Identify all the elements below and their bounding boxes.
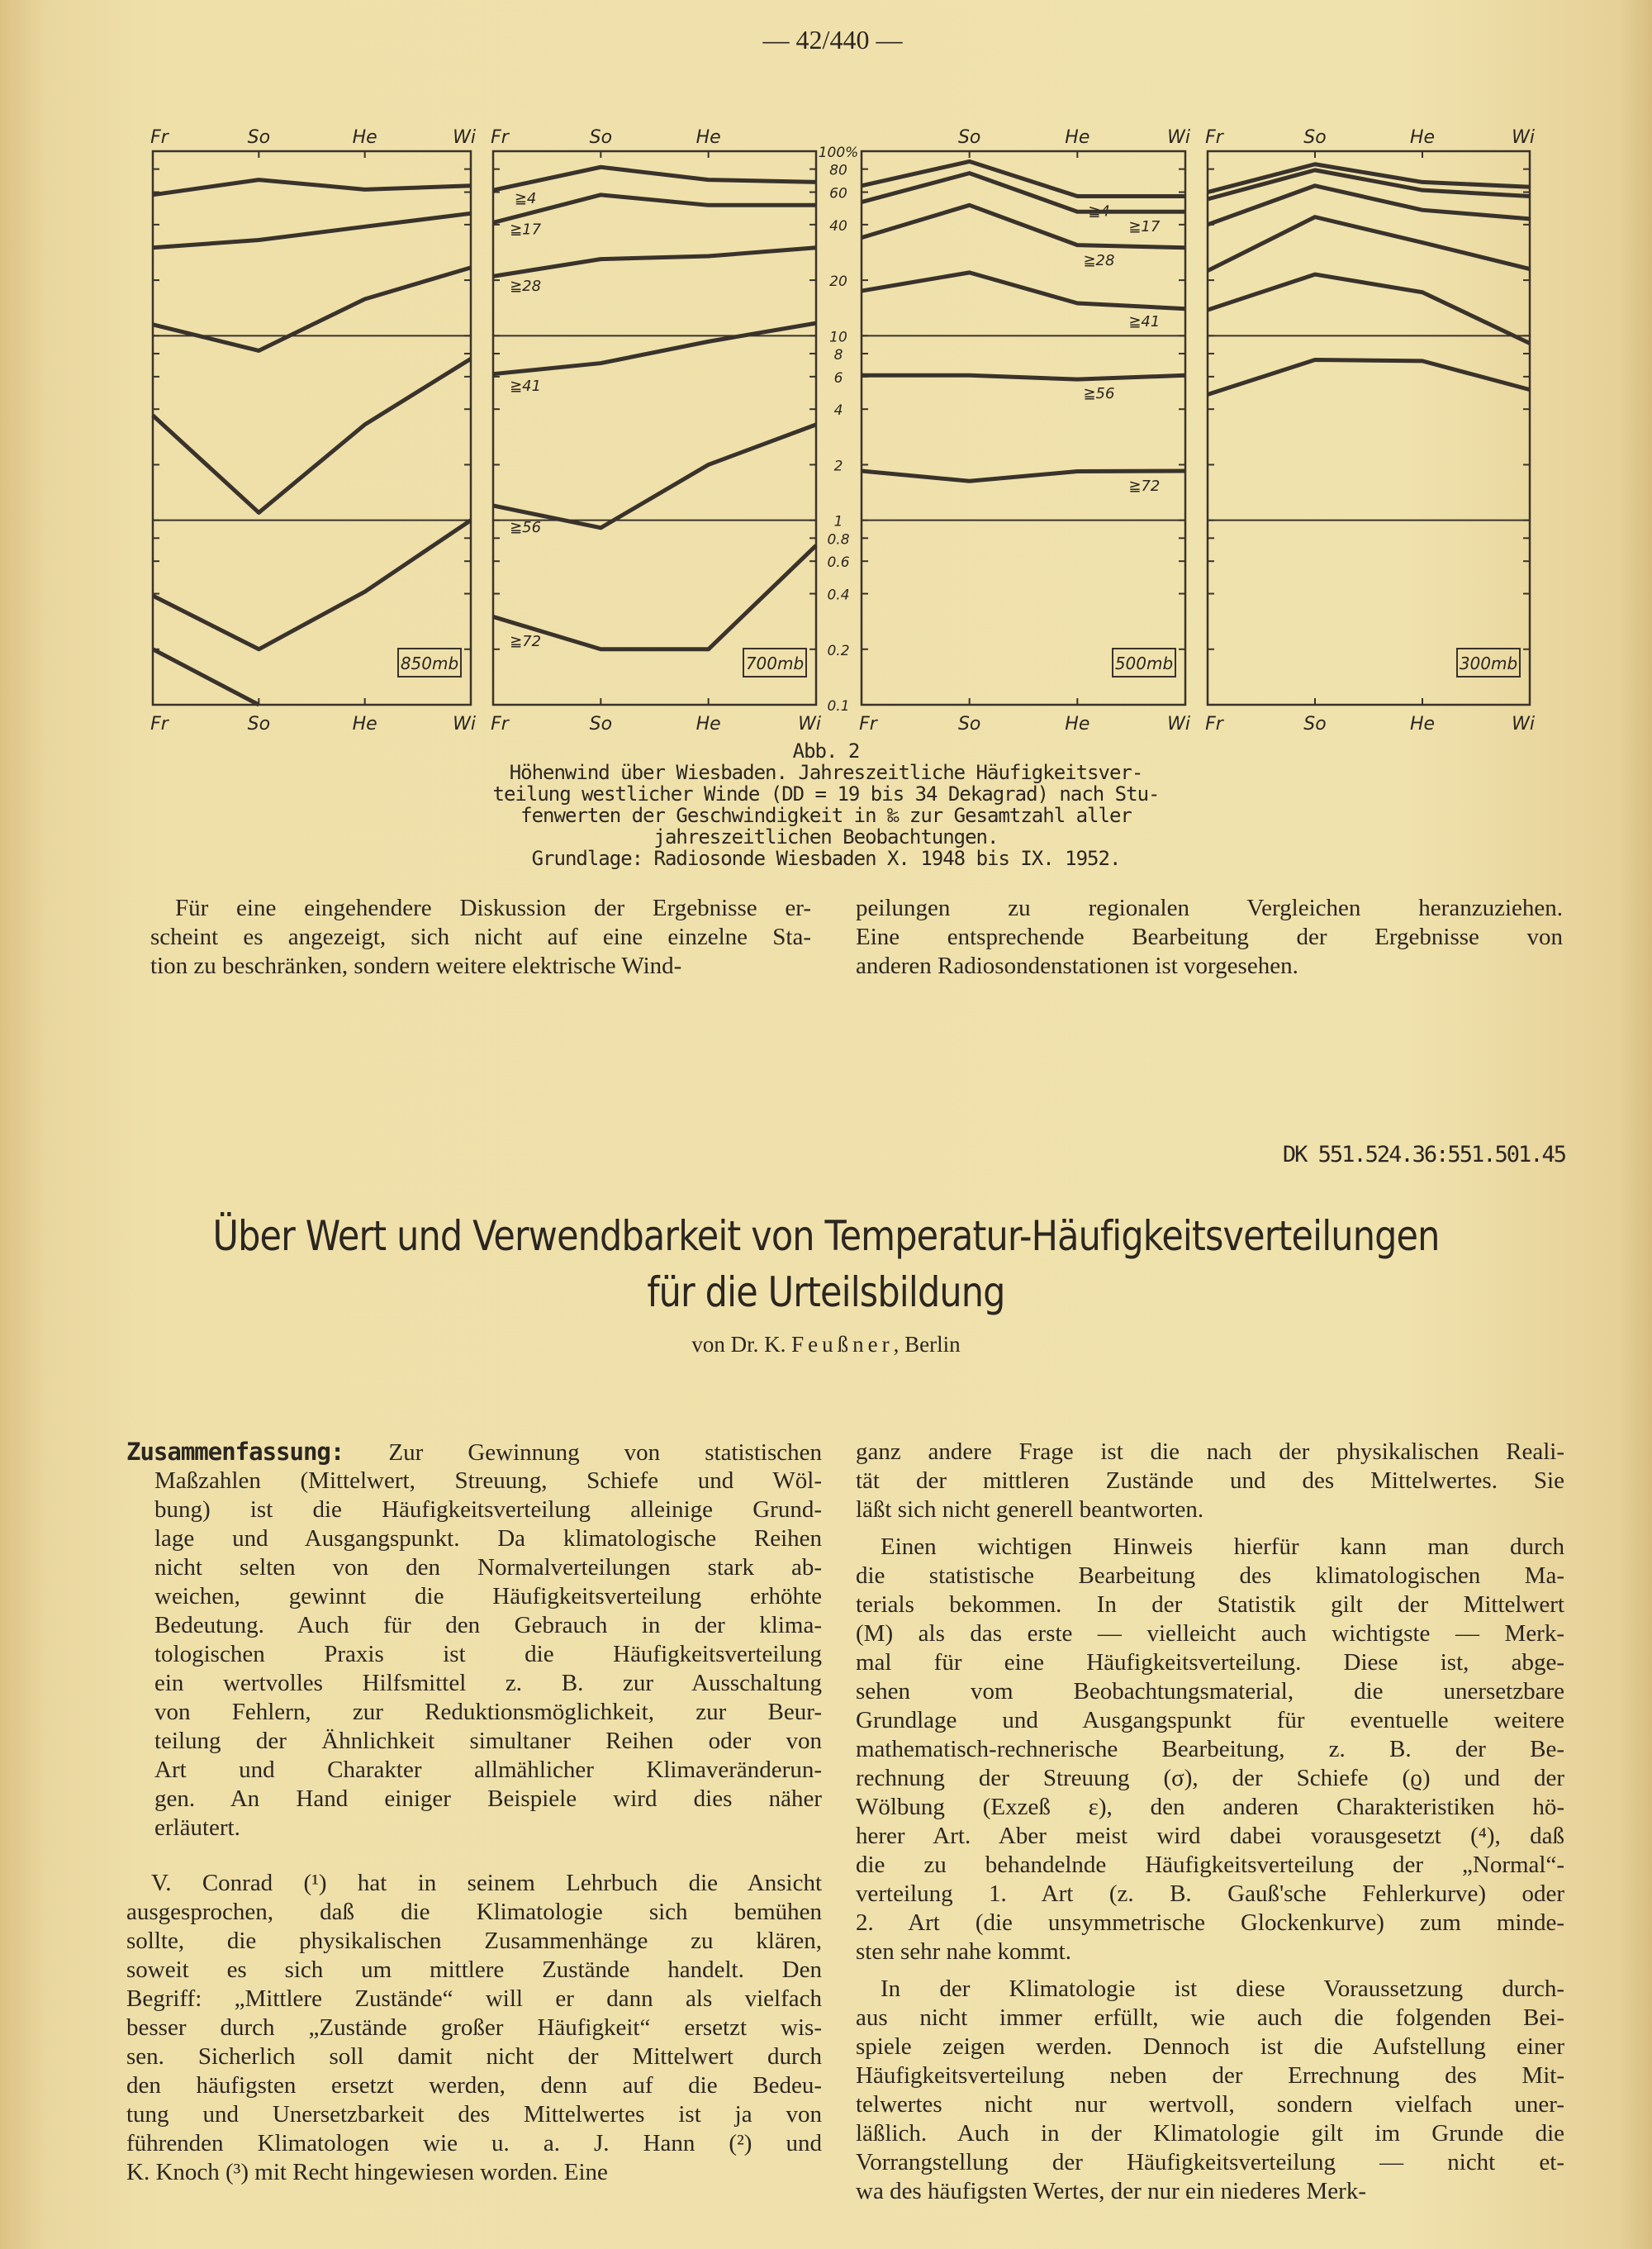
series-line [1208, 274, 1530, 343]
x-tick-label-bottom: Fr [491, 714, 509, 735]
y-tick-label: 0.2 [827, 642, 850, 659]
caption-line: Höhenwind über Wiesbaden. Jahreszeitliche Häufigkeitsver- [509, 761, 1143, 784]
text-line: weichen, gewinnt die Häufigkeitsverteilung erhöhte [154, 1583, 822, 1609]
pressure-level-label: 850mb [400, 654, 459, 673]
series-line [493, 195, 816, 223]
caption-line: Grundlage: Radiosonde Wiesbaden X. 1948 bis IX. 1952. [531, 847, 1121, 870]
text-line: Grundlage und Ausgangspunkt für eventuelle weitere [856, 1707, 1564, 1733]
series-label: ≧4 [514, 189, 537, 207]
caption-line: teilung westlicher Winde (DD = 19 bis 34 Dekagrad) nach Stu- [492, 782, 1160, 806]
x-tick-label-bottom: Wi [1512, 714, 1535, 735]
text-line: wa des häufigsten Wertes, der nur ein niederes Merk- [856, 2178, 1366, 2204]
series-label: ≧41 [510, 377, 542, 395]
y-tick-label: 4 [833, 402, 843, 420]
text-line: Bedeutung. Auch für den Gebrauch in der klima- [154, 1612, 822, 1638]
y-tick-label: 1 [833, 513, 843, 530]
article-title [116, 1208, 1536, 1320]
wind-frequency-chart [0, 0, 1652, 735]
series-label: ≧41 [1128, 313, 1161, 331]
byline-prefix: von Dr. K. [691, 1332, 786, 1357]
author-name: Feußner [791, 1332, 894, 1357]
text-line: Häufigkeitsverteilung neben der Errechnung des Mit- [856, 2062, 1564, 2089]
x-tick-label-bottom: So [589, 714, 613, 735]
panel-frame [493, 151, 816, 705]
text-line: 2. Art (die unsymmetrische Glockenkurve) zum minde- [856, 1909, 1564, 1936]
caption-line: fenwerten der Geschwindigkeit in ‰ zur Gesamtzahl aller [520, 804, 1132, 827]
figure-caption [413, 740, 1239, 869]
text-line: ein wertvolles Hilfsmittel z. B. zur Ausschaltung [154, 1670, 822, 1696]
text-line: scheint es angezeigt, sich nicht auf eine einzelne Sta- [150, 924, 811, 950]
pressure-level-label: 700mb [745, 654, 805, 673]
x-tick-label-top: He [695, 127, 721, 148]
y-tick-label: 60 [829, 185, 847, 202]
text-line: Art und Charakter allmählicher Klimaveränderun- [154, 1757, 822, 1783]
text-line: lage und Ausgangspunkt. Da klimatologische Reihen [154, 1525, 822, 1552]
text-line: (M) als das erste — vielleicht auch wichtigste — Merk- [856, 1620, 1564, 1647]
y-tick-label: 20 [829, 273, 847, 291]
text-line: sen. Sicherlich soll damit nicht der Mittelwert durch [126, 2043, 822, 2070]
summary-line: Zur Gewinnung von statistischen [388, 1439, 822, 1466]
text-line: bung) ist die Häufigkeitsverteilung alleinige Grund- [154, 1496, 822, 1523]
x-tick-label-bottom: So [247, 714, 271, 735]
series-line [493, 545, 816, 649]
y-tick-label: 80 [829, 162, 847, 179]
x-tick-label-top: Wi [1512, 127, 1535, 148]
series-line [153, 268, 471, 351]
text-line: tion zu beschränken, sondern weitere elektrische Wind- [150, 953, 682, 979]
x-tick-label-bottom: So [957, 714, 981, 735]
x-tick-label-bottom: Fr [859, 714, 877, 735]
series-line [1208, 360, 1530, 395]
intro-left-column [150, 894, 811, 981]
series-line [862, 375, 1185, 379]
text-line: Für eine eingehendere Diskussion der Ergebnisse er- [175, 895, 811, 921]
y-tick-label: 10 [829, 329, 847, 346]
series-line [153, 649, 259, 705]
y-tick-label: 2 [833, 458, 843, 475]
series-label: ≧17 [1128, 218, 1161, 236]
text-line: Wölbung (Exzeß ε), den anderen Charakteristiken hö- [856, 1794, 1564, 1820]
text-line: mal für eine Häufigkeitsverteilung. Diese ist, abge- [856, 1649, 1564, 1676]
text-line: Begriff: „Mittlere Zustände“ will er dann als vielfach [126, 1985, 822, 2012]
article-title-line: für die Urteilsbildung [647, 1268, 1005, 1316]
byline-suffix: , Berlin [893, 1332, 961, 1357]
text-line: gen. An Hand einiger Beispiele wird dies näher [154, 1785, 822, 1812]
series-label: ≧72 [510, 633, 542, 651]
text-line: K. Knoch (³) mit Recht hingewiesen worden. Eine [126, 2159, 608, 2185]
text-line: erläutert. [154, 1814, 240, 1841]
x-tick-label-top: So [247, 127, 271, 148]
right-paragraph-1 [856, 1438, 1564, 1524]
text-line: In der Klimatologie ist diese Voraussetzung durch- [881, 1976, 1564, 2002]
right-column [856, 1438, 1564, 2206]
x-tick-label-bottom: So [1303, 714, 1327, 735]
text-line: telwertes nicht nur wertvoll, sondern vielfach uner- [856, 2091, 1564, 2118]
text-line: aus nicht immer erfüllt, wie auch die folgenden Bei- [856, 2004, 1564, 2031]
text-line: spiele zeigen werden. Dennoch ist die Aufstellung einer [856, 2033, 1564, 2060]
text-line: tologischen Praxis ist die Häufigkeitsverteilung [154, 1641, 822, 1667]
series-line [153, 180, 471, 195]
x-tick-label-top: Wi [1167, 127, 1190, 148]
summary-body [126, 1467, 822, 1842]
y-tick-label: 0.6 [827, 554, 850, 572]
text-line: führenden Klimatologen wie u. a. J. Hann (²) und [126, 2130, 822, 2156]
y-tick-label: 8 [833, 346, 843, 364]
text-line: ganz andere Frage ist die nach der physikalischen Reali- [856, 1438, 1564, 1465]
intro-right-column [856, 894, 1563, 981]
summary-heading: Zusammenfassung: [126, 1438, 344, 1466]
right-paragraph-3 [856, 1975, 1564, 2206]
x-tick-label-bottom: Fr [150, 714, 169, 735]
y-tick-label: 6 [833, 369, 843, 387]
x-tick-label-bottom: Wi [798, 714, 821, 735]
x-tick-label-bottom: He [352, 714, 377, 735]
y-tick-label: 100% [818, 145, 859, 161]
series-line [153, 359, 471, 512]
series-label: ≧72 [1128, 478, 1161, 496]
text-line: nicht selten von den Normalverteilungen stark ab- [154, 1554, 822, 1581]
x-tick-label-bottom: Wi [1167, 714, 1190, 735]
text-line: sehen vom Beobachtungsmaterial, die unersetzbare [856, 1678, 1564, 1705]
pressure-level-label: 300mb [1459, 654, 1518, 673]
series-label: ≧28 [1083, 252, 1115, 270]
text-line: tung und Unersetzbarkeit des Mittelwertes ist ja von [126, 2101, 822, 2128]
series-line [153, 213, 471, 247]
x-tick-label-bottom: Fr [1205, 714, 1223, 735]
text-line: rechnung der Streuung (σ), der Schiefe (ϱ) und der [856, 1765, 1564, 1791]
x-tick-label-bottom: He [1409, 714, 1436, 735]
text-line: soweit es sich um mittlere Zustände handelt. Den [126, 1957, 822, 1983]
series-label: ≧56 [1083, 385, 1115, 403]
text-line: peilungen zu regionalen Vergleichen heranzuziehen. [856, 895, 1563, 921]
x-tick-label-top: Wi [453, 127, 476, 148]
series-line [493, 167, 816, 190]
series-label: ≧17 [510, 221, 542, 239]
x-tick-label-bottom: Wi [453, 714, 476, 735]
caption-title: Abb. 2 [792, 739, 860, 763]
text-line: die statistische Bearbeitung des klimatologischen Ma- [856, 1562, 1564, 1589]
text-line: tät der mittleren Zustände und des Mittelwertes. Sie [856, 1467, 1564, 1494]
text-line: mathematisch-rechnerische Bearbeitung, z. B. der Be- [856, 1736, 1564, 1762]
x-tick-label-bottom: He [1065, 714, 1090, 735]
text-line: terials bekommen. In der Statistik gilt der Mittelwert [856, 1591, 1564, 1618]
summary [126, 1438, 822, 1842]
text-line: Eine entsprechende Bearbeitung der Ergebnisse von [856, 924, 1563, 950]
text-line: Vorrangstellung der Häufigkeitsverteilung — nicht et- [856, 2149, 1564, 2175]
text-line: Maßzahlen (Mittelwert, Streuung, Schiefe und Wöl- [154, 1467, 822, 1494]
right-paragraph-2 [856, 1533, 1564, 1966]
pressure-level-label: 500mb [1114, 654, 1174, 673]
x-tick-label-top: Fr [491, 127, 509, 148]
article-byline [0, 1332, 1652, 1357]
series-line [862, 273, 1185, 309]
panel-frame [1208, 151, 1530, 705]
text-line: besser durch „Zustände großer Häufigkeit“ ersetzt wis- [126, 2014, 822, 2041]
series-line [493, 425, 816, 528]
series-label: ≧4 [1088, 202, 1110, 221]
series-line [493, 248, 816, 277]
x-tick-label-top: He [352, 127, 377, 148]
y-tick-label: 0.4 [827, 587, 850, 604]
x-tick-label-top: Fr [1205, 127, 1223, 148]
summary-first-line [126, 1438, 822, 1467]
article-title-line: Über Wert und Verwendbarkeit von Temperatur-Häufigkeitsverteilungen [212, 1212, 1440, 1260]
text-line: anderen Radiosondenstationen ist vorgesehen. [856, 953, 1298, 979]
x-tick-label-top: So [589, 127, 613, 148]
series-line [493, 323, 816, 374]
page-number: — 42/440 — [762, 25, 903, 55]
text-line: V. Conrad (¹) hat in seinem Lehrbuch die Ansicht [151, 1870, 822, 1896]
text-line: teilung der Ähnlichkeit simultaner Reihen oder von [154, 1728, 822, 1754]
series-line [153, 521, 471, 649]
series-label: ≧28 [510, 278, 542, 296]
x-tick-label-bottom: He [695, 714, 721, 735]
y-tick-label: 0.8 [827, 531, 850, 549]
text-line: von Fehlern, zur Reduktionsmöglichkeit, zur Beur- [154, 1699, 822, 1725]
text-line: ausgesprochen, daß die Klimatologie sich bemühen [126, 1899, 822, 1925]
text-line: die zu behandelnde Häufigkeitsverteilung der „Normal“- [856, 1852, 1564, 1878]
dk-classification: DK 551.524.36:551.501.45 [1282, 1142, 1565, 1167]
text-line: herer Art. Aber meist wird dabei vorausgesetzt (⁴), daß [856, 1823, 1564, 1849]
text-line: den häufigsten ersetzt werden, denn auf die Bedeu- [126, 2072, 822, 2099]
x-tick-label-top: Fr [150, 127, 169, 148]
x-tick-label-top: So [1303, 127, 1327, 148]
x-tick-label-top: He [1409, 127, 1436, 148]
text-line: sten sehr nahe kommt. [856, 1938, 1071, 1965]
x-tick-label-top: So [957, 127, 981, 148]
text-line: läßt sich nicht generell beantworten. [856, 1496, 1204, 1523]
text-line: Einen wichtigen Hinweis hierfür kann man durch [881, 1533, 1564, 1560]
series-label: ≧56 [510, 519, 542, 537]
series-line [1208, 217, 1530, 271]
caption-line: jahreszeitlichen Beobachtungen. [653, 825, 999, 849]
text-line: sollte, die physikalischen Zusammenhänge zu klären, [126, 1928, 822, 1954]
x-tick-label-top: He [1065, 127, 1090, 148]
left-paragraph [126, 1869, 822, 2187]
text-line: läßlich. Auch in der Klimatologie gilt im Grunde die [856, 2120, 1564, 2147]
text-line: verteilung 1. Art (z. B. Gauß'sche Fehlerkurve) oder [856, 1881, 1564, 1907]
y-tick-label: 0.1 [827, 698, 850, 715]
y-tick-label: 40 [829, 217, 847, 235]
